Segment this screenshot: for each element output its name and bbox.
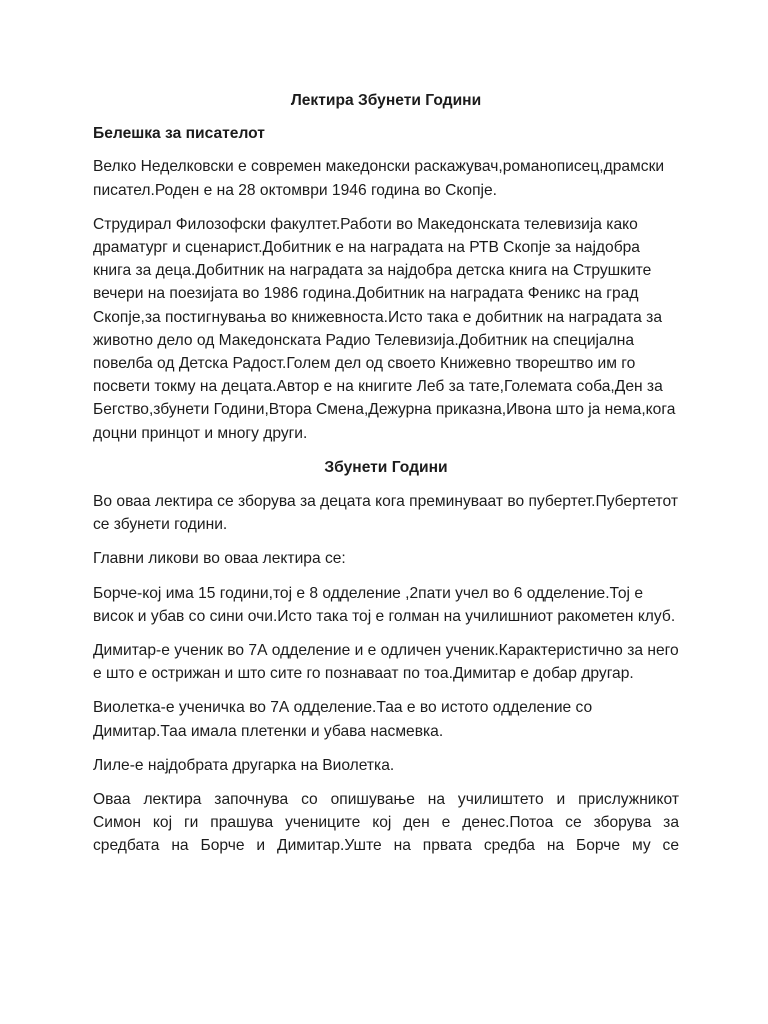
document-title: Лектира Збунети Години bbox=[290, 92, 482, 109]
book-paragraph: Лиле-е најдобрата другарка на Виолетка. bbox=[93, 756, 395, 774]
section-heading: Збунети Години bbox=[324, 458, 448, 476]
book-paragraph: Во оваа лектира се зборува за децата кога преминуваат во пубертет.Пубертетот се збунети години. bbox=[93, 493, 678, 534]
author-heading: Белешка за писателот bbox=[93, 125, 265, 143]
book-paragraph: Борче-кој има 15 години,тој е 8 одделение ,2пати учел во 6 одделение.Тој е висок и убав со сини очи.Исто така тој е голман на училишниот ракометен клуб. bbox=[93, 584, 676, 625]
final-paragraph-line: Симон кој ги прашува учениците кој ден е денес.Потоа се зборува за bbox=[93, 814, 679, 832]
author-paragraph: Струдирал Филозофски факултет.Работи во Македонската телевизија како драматург и сценарист.Добитник е на наградата на РТВ Скопје за најдобра книга за деца.Добитник на наградата за најдобра детска книга на Струшките вечери на поезијата во 1986 година.Добитник на наградата Феникс на град Скопје,за постигнувања во книжевноста.Исто така е добитник на наградата за животно дело од Македонската Радио Телевизија.Добитник на специјална повелба од Детска Радост.Голем дел од своето Книжевно творештво им го посвети токму на децата.Автор е на книгите Леб за тате,Големата соба,Ден за Бегство,збунети Години,Втора Смена,Дежурна приказна,Ивона што ја нема,кога доцни принцот и многу други. bbox=[93, 215, 676, 442]
book-paragraph: Димитар-е ученик во 7А одделение и е одличен ученик.Карактеристично за него е што е острижан и што сите го познаваат по тоа.Димитар е добар другар. bbox=[93, 642, 679, 683]
final-paragraph bbox=[93, 788, 679, 858]
document-body bbox=[93, 89, 679, 858]
final-paragraph-line: Оваа лектира започнува со опишување на училиштето и прислужникот bbox=[93, 791, 679, 809]
book-paragraph: Главни ликови во оваа лектира се: bbox=[93, 550, 346, 568]
final-paragraph-line: средбата на Борче и Димитар.Уште на првата средба на Борче му се bbox=[93, 837, 679, 855]
book-paragraph: Виолетка-е ученичка во 7А одделение.Таа е во истото одделение со Димитар.Таа имала плетенки и убава насмевка. bbox=[93, 699, 593, 740]
author-paragraph: Велко Неделковски е современ македонски раскажувач,романописец,драмски писател.Роден е на 28 октомври 1946 година во Скопје. bbox=[93, 158, 665, 199]
